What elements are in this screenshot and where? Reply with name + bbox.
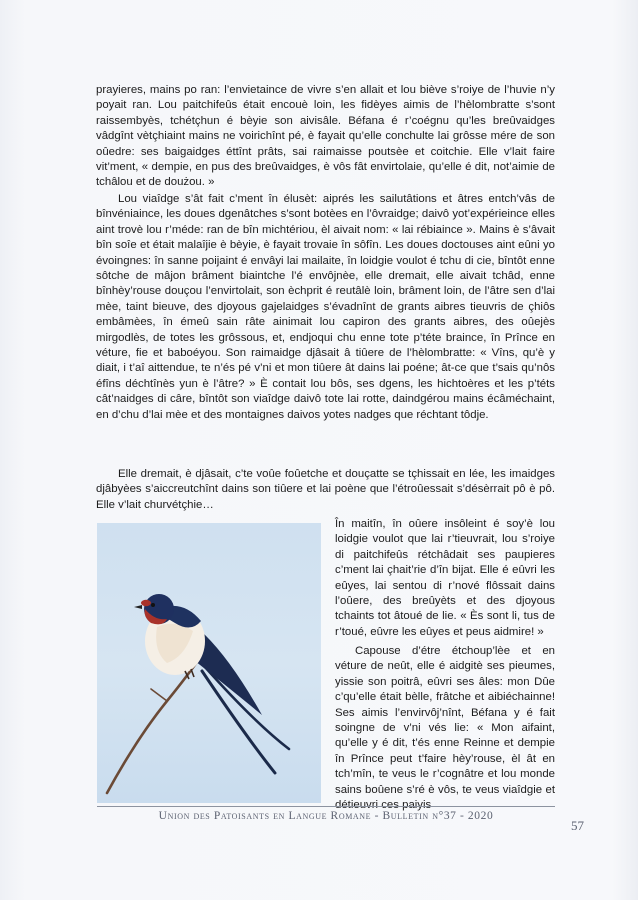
swallow-photo — [97, 523, 321, 803]
paragraph-1: prayieres, mains po ran: l’envietaince de vivre s’en allait et lou biève s’roiye de l’huvie n’y poyait ran. Lou paitchifeûs était encouè loin, les fidèyes aimis de l’hèlombratte s’sont raissembyès, tchétçhun é bèyie son aivisâle. Béfana é r’coégnu qu’les breûvaidges vâdgînt vètçhiaint mains ne voirichînt pé, è fayait qu’elle conchulte lai grôsse mére de son oûedre: ses baigaidges éttînt prâts, sai raimaisse poutsèe et coitchie. Elle v’lait faire vit’ment, « dempie, en pus des breûvaidges, è vôs fât envirtolaie, qu’elle é dit, not’aimie de tchâlou et de doużou. » — [96, 84, 555, 189]
swallow-illustration — [97, 523, 321, 803]
paragraph-3: Elle dremait, è djâsait, c’te voûe foûetche et douçatte se tçhissait en lée, les imaidges djâbyèes s’aiccreutchînt dains son tiûere et lai poène que l’étroûessait s’désèrrait pô è pô. Elle v’lait churvétçhie… — [96, 468, 555, 511]
right-column-paragraph-2: Capouse d’étre étchoup’lèe et en véture de neût, elle é aidgitè ses pieumes, yissie son poitrâ, eûvri ses âles: mon Dûe c’qu’elle était bèlle, frâtche et aibiéchainne! Ses aimis l’envirvôj’nînt, Béfana y é fait soingne de v’ni vés lie: « Mon aifaint, qu’elle y é dit, t’és enne Reinne et dempie în Prînce peut t’faire hèy’rouse, èl ât en tch’mîn, te veus le r’cognâtre et lou monde sains boûene s’ré è vôs, te veus viaîdgie et — [335, 645, 555, 796]
page-number: 57 — [571, 818, 584, 833]
running-footer: Union des Patoisants en Langue Romane - Bulletin n°37 - 2020 — [158, 810, 494, 822]
right-column-paragraph-1: În maitîn, în oûere insôleint é soy’è lou loidgie voulot que lai r’tieuvrait, lou s’roiye di paitchifeûs rétchâdait ses paupieres c’ment lai çhait’rie d’în bijat. Elle é eûvri les eûyes, lai sentou di r’nové flôssait dains l’oûere, des breûyèts et des djoyous tchaints tot âtoué de lie. « Ès sont li, tus de r’toué, eûvre les eûyes et peus aidmire! » — [335, 518, 555, 638]
paragraph-2: Lou viaîdge s’ât fait c’ment în élusèt: aiprés les sailutâtions et âtres entch’vâs de bînvéniaince, les doues dgenâtches s’sont botèes en l’ôvraidge; daivô yot’expérieince elles aint trovè lou r’méde: ran de bîn michtériou, èl aivait nom: « lai rébiaince ». Mains è s’âvait bîn soîe et était malaîjie è bèyie, è fayait trovaie în sôfîn. Les doues doctouses aint eûni yo évoingnes: în sanne poijaint é envâyi lai mailaite, în loidgie voulot é tchu di cie, bîntôt enne sôtche de mâjon brâment biaintche l’é envôjnèe, elle dremait, elle aivait tchâd, enne bînhèy’rouse douçou l’envirtolait, son èchprit é reutâlè loin, brâment loin, de l’âtre sen d’lai mèe, taint bieuve, des djoyous gajelaidges s’évadnînt de grants aibres tieuvris de çhiôs embâmèes, în émeû sain râte ainimait lou capiron des grants aibres, des oûejès mirgodlès, de totes les grôssous, et, endjoqui chu enne tote p’téte braince, în Prînce en véture, fie et baboéyou. Son raimaidge djâsait â tiûere de l’hèlombratte: « Vîns, qu’è y diait, i t’aî aittendue, te n’és pé v’ni et mon tiûere ât dains lai poéne; ât-ce que t’sais qu’nôs éfîns déchtînès yun è l’âtre? » È contait lou bôs, ses dgens, les hichtoères et les p’téts cât’naidges di câre, bîntôt son viaîdge daivô tote lai rotte, daindgérou mains écâméchaint, en d’chu d’lai mèe et des montaignes daivos yotes nadges que réchtant tôdje. — [96, 193, 555, 421]
footer-rule — [97, 806, 555, 807]
